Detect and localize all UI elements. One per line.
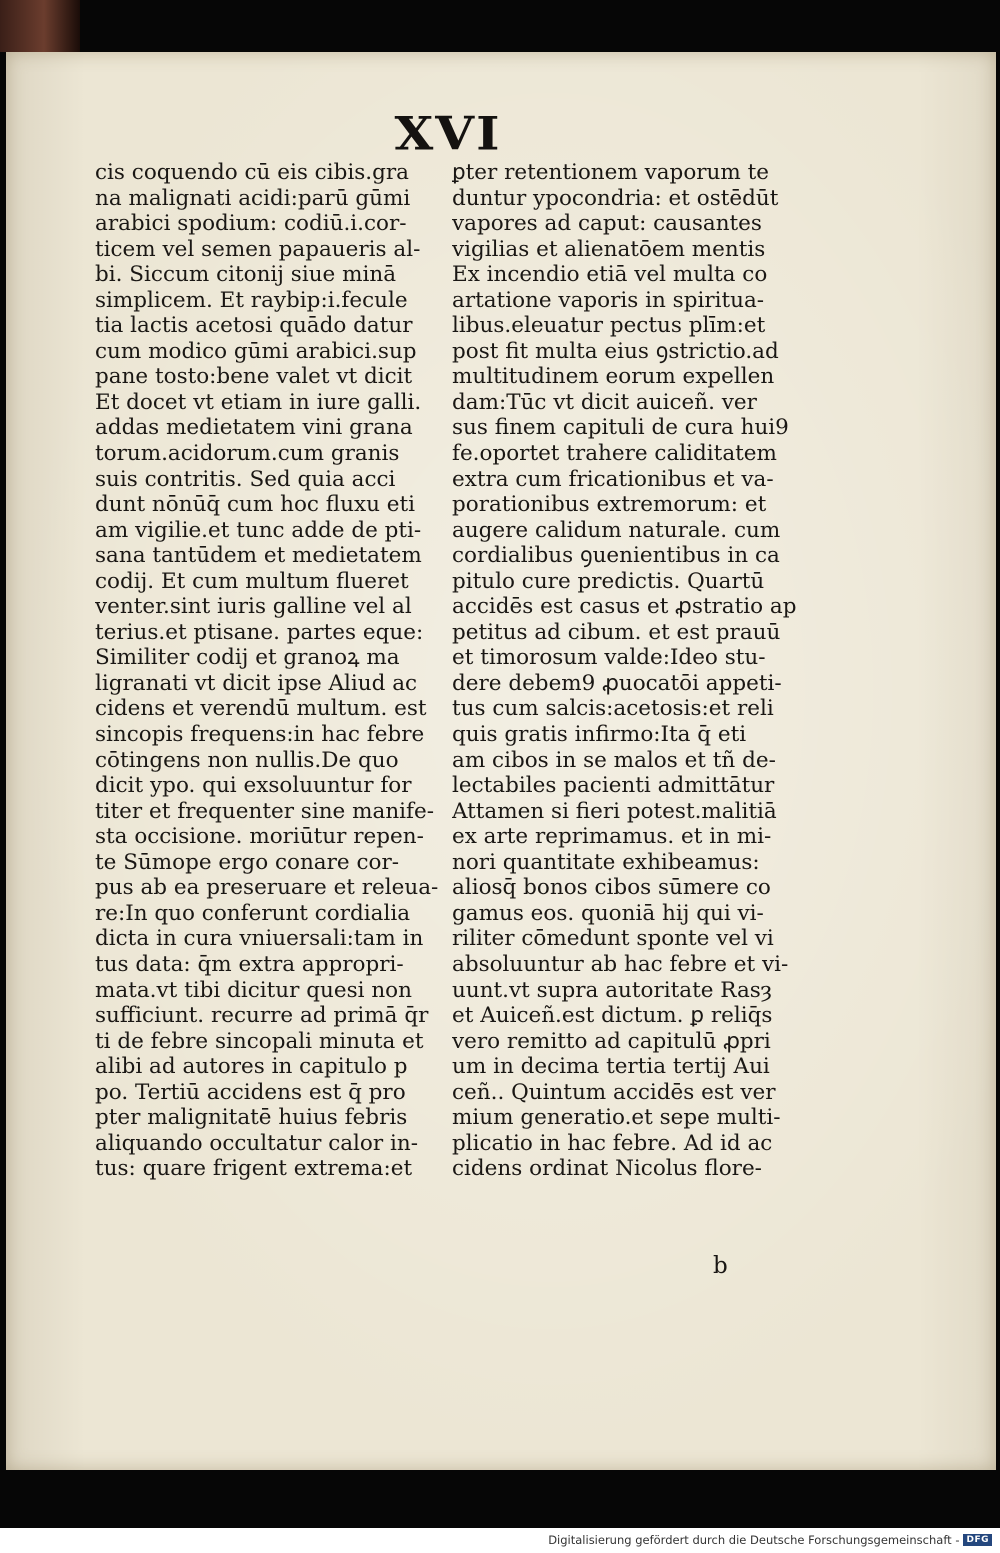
text-line: sincopis frequens:in hac febre	[95, 722, 425, 748]
credit-text: Digitalisierung gefördert durch die Deutsche Forschungsgemeinschaft -	[548, 1533, 960, 1547]
text-line: alibi ad autores in capitulo p	[95, 1054, 408, 1080]
text-line: tus data: q̄m extra appropri-	[95, 951, 404, 977]
text-line: ex arte reprimamus. et in mi-	[452, 824, 772, 850]
text-line: aliosq̄ bonos cibos sūmere co	[452, 875, 771, 901]
text-line: quis gratis infirmo:Ita q̄ eti	[452, 722, 747, 748]
text-line: et timorosum valde:Ideo stu-	[452, 645, 766, 671]
text-line: uunt.vt supra autoritate Rasȝ	[452, 977, 773, 1003]
text-line: Et docet vt etiam in iure galli.	[95, 389, 422, 415]
text-line: multitudinem eorum expellen	[452, 364, 775, 390]
text-line: duntur ypocondria: et ostēdūt	[452, 185, 779, 211]
text-line: torum.acidorum.cum granis	[95, 441, 400, 467]
text-line: na malignati acidi:parū gūmi	[95, 185, 411, 211]
text-line: gamus eos. quoniā hij qui vi-	[452, 900, 764, 926]
text-line: sufficiunt. recurre ad primā q̄r	[95, 1003, 429, 1029]
text-line: ligranati vt dicit ipse Aliud ac	[95, 670, 418, 696]
text-line: tia lactis acetosi quādo datur	[95, 313, 413, 339]
text-line: Attamen si fieri potest.malitiā	[452, 798, 777, 824]
text-line: absoluuntur ab hac febre et vi-	[452, 951, 789, 977]
text-line: ticem vel semen papaueris al-	[95, 236, 421, 262]
text-line: porationibus extremorum: et	[452, 492, 767, 518]
text-line: fe.oportet trahere caliditatem	[452, 441, 777, 467]
text-line: re:In quo conferunt cordialia	[95, 900, 411, 926]
text-line: titer et frequenter sine manife-	[95, 798, 434, 824]
text-line: um in decima tertia tertij Aui	[452, 1054, 770, 1080]
text-line: vero remitto ad capitulū ꝓpri	[452, 1028, 771, 1054]
dfg-logo: DFG	[963, 1534, 992, 1546]
text-line: ti de febre sincopali minuta et	[95, 1028, 424, 1054]
digitization-credit	[548, 1530, 992, 1550]
text-line: cordialibus ꝯuenientibus in ca	[452, 543, 780, 569]
text-line: ꝑter retentionem vaporum te	[452, 160, 769, 185]
text-line: tus: quare frigent extrema:et	[95, 1156, 413, 1182]
text-line: augere calidum naturale. cum	[452, 517, 781, 543]
text-line: Similiter codij et granoꝝ ma	[95, 645, 400, 671]
text-line: accidēs est casus et ꝓstratio ap	[452, 594, 797, 620]
text-line: tus cum salcis:acetosis:et reli	[452, 696, 774, 722]
text-line: dicit ypo. qui exsoluuntur for	[95, 773, 412, 799]
text-line: pane tosto:bene valet vt dicit	[95, 364, 413, 390]
text-line: sta occisione. moriūtur repen-	[95, 824, 424, 850]
text-line: cidens et verendū multum. est	[95, 696, 427, 722]
text-line: codij. Et cum multum flueret	[95, 568, 409, 594]
text-line: lectabiles pacienti admittātur	[452, 773, 775, 799]
text-line: bi. Siccum citonij siue minā	[95, 262, 397, 288]
text-line: aliquando occultatur calor in-	[95, 1130, 418, 1156]
text-line: simplicem. Et raybip:i.fecule	[95, 287, 408, 313]
text-line: riliter cōmedunt sponte vel vi	[452, 926, 774, 952]
folio-number: XVI	[394, 106, 502, 161]
text-line: Ex incendio etiā vel multa co	[452, 262, 768, 288]
text-line: pter malignitatē huius febris	[95, 1105, 408, 1131]
text-line: post fit multa eius ꝯstrictio.ad	[452, 338, 779, 364]
text-line: petitus ad cibum. et est prauū	[452, 619, 781, 645]
text-line: mata.vt tibi dicitur quesi non	[95, 977, 412, 1003]
text-line: te Sūmope ergo conare cor-	[95, 849, 399, 875]
text-line: ceñ.. Quintum accidēs est ver	[452, 1079, 776, 1105]
signature-mark: b	[713, 1253, 728, 1279]
text-line: am vigilie.et tunc adde de pti-	[95, 517, 422, 543]
text-line: dunt nōnūq̄ cum hoc fluxu eti	[95, 492, 416, 518]
text-line: sus finem capituli de cura hui9	[452, 415, 789, 441]
right-text-column	[452, 160, 797, 1182]
text-line: dam:Tūc vt dicit auiceñ. ver	[452, 389, 757, 415]
text-line: sana tantūdem et medietatem	[95, 543, 422, 569]
left-text-column	[95, 160, 440, 1182]
text-line: et Auiceñ.est dictum. ꝑ reliq̄s	[452, 1003, 773, 1029]
text-line: cum modico gūmi arabici.sup	[95, 338, 417, 364]
text-line: arabici spodium: codiū.i.cor-	[95, 211, 407, 237]
text-line: mium generatio.et sepe multi-	[452, 1105, 781, 1131]
text-line: extra cum fricationibus et va-	[452, 466, 774, 492]
text-line: nori quantitate exhibeamus:	[452, 849, 760, 875]
text-line: am cibos in se malos et tñ de-	[452, 747, 776, 773]
book-edge-strip	[0, 0, 80, 52]
text-line: dere debem9 ꝓuocatōi appeti-	[452, 670, 782, 696]
text-line: cis coquendo cū eis cibis.gra	[95, 160, 409, 185]
text-line: vapores ad caput: causantes	[452, 211, 762, 237]
text-line: venter.sint iuris galline vel al	[95, 594, 412, 620]
text-line: po. Tertiū accidens est q̄ pro	[95, 1079, 406, 1105]
text-line: suis contritis. Sed quia acci	[95, 466, 396, 492]
text-line: dicta in cura vniuersali:tam in	[95, 926, 424, 952]
text-line: cidens ordinat Nicolus flore-	[452, 1156, 762, 1182]
text-line: pitulo cure predictis. Quartū	[452, 568, 765, 594]
text-line: libus.eleuatur pectus plīm:et	[452, 313, 766, 339]
text-line: pus ab ea preseruare et releua-	[95, 875, 439, 901]
text-line: vigilias et alienatōem mentis	[452, 236, 766, 262]
text-line: plicatio in hac febre. Ad id ac	[452, 1130, 773, 1156]
text-line: artatione vaporis in spiritua-	[452, 287, 765, 313]
text-line: cōtingens non nullis.De quo	[95, 747, 399, 773]
text-line: terius.et ptisane. partes eque:	[95, 619, 424, 645]
text-line: addas medietatem vini grana	[95, 415, 413, 441]
